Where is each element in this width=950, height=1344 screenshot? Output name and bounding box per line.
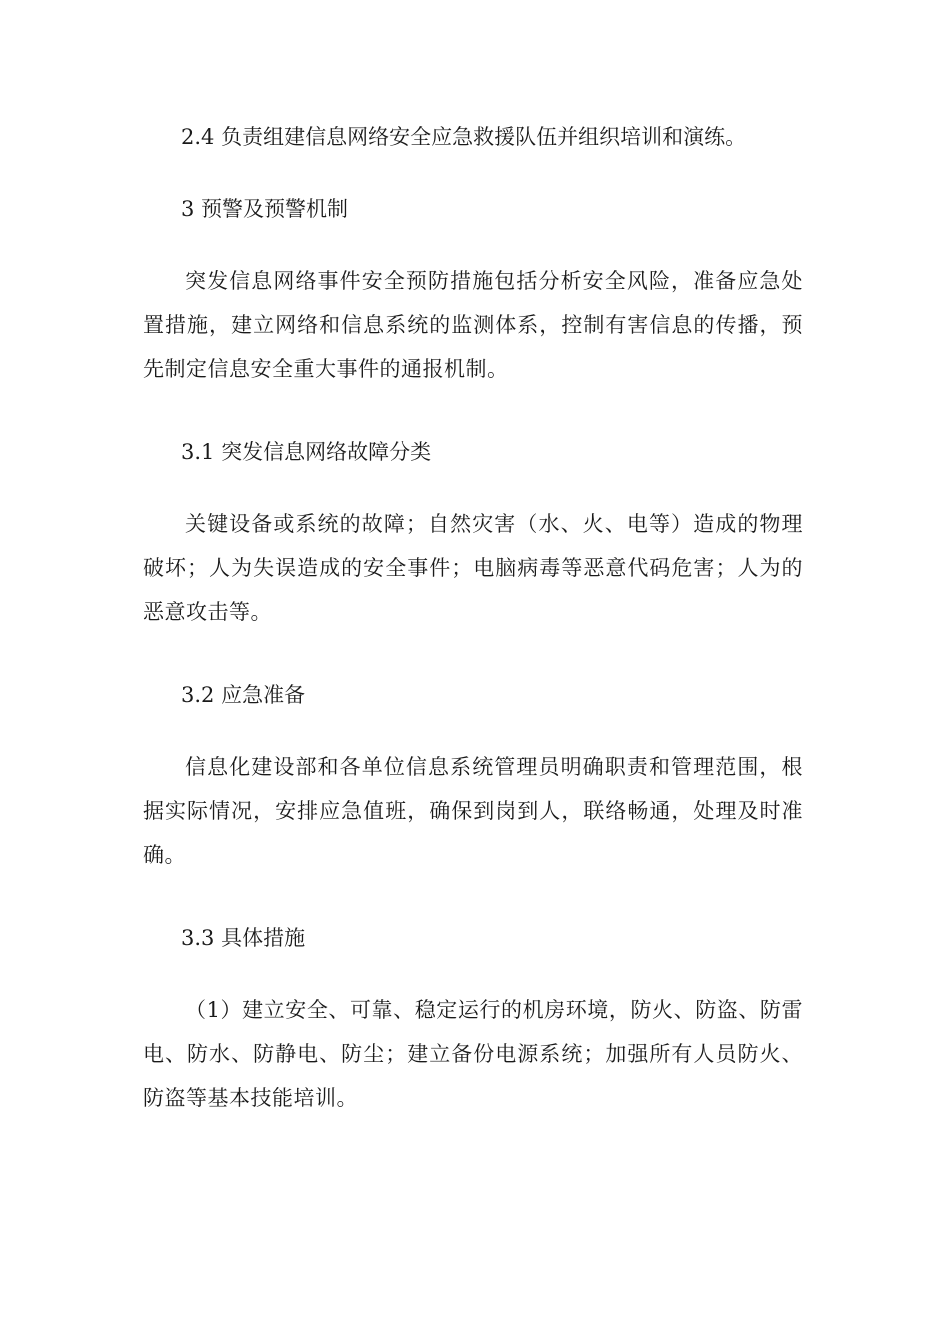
heading-2-4: 2.4 负责组建信息网络安全应急救援队伍并组织培训和演练。: [181, 125, 747, 149]
heading-3-2-emergency-preparation: 3.2 应急准备: [181, 683, 306, 707]
heading-3-3-specific-measures: 3.3 具体措施: [181, 926, 306, 950]
paragraph-prevention-measures: 突发信息网络事件安全预防措施包括分析安全风险，准备应急处置措施，建立网络和信息系统的监测体系，控制有害信息的传播，预先制定信息安全重大事件的通报机制。: [143, 269, 803, 381]
heading-3-warning-mechanism: 3 预警及预警机制: [181, 197, 349, 221]
paragraph-measure-1: （1）建立安全、可靠、稳定运行的机房环境，防火、防盗、防雷电、防水、防静电、防尘；建立备份电源系统；加强所有人员防火、防盗等基本技能培训。: [143, 998, 803, 1110]
paragraph-fault-types: 关键设备或系统的故障；自然灾害（水、火、电等）造成的物理破坏；人为失误造成的安全事件；电脑病毒等恶意代码危害；人为的恶意攻击等。: [143, 512, 803, 624]
paragraph-preparation-details: 信息化建设部和各单位信息系统管理员明确职责和管理范围，根据实际情况，安排应急值班，确保到岗到人，联络畅通，处理及时准确。: [143, 755, 803, 867]
heading-3-1-fault-classification: 3.1 突发信息网络故障分类: [181, 440, 432, 464]
